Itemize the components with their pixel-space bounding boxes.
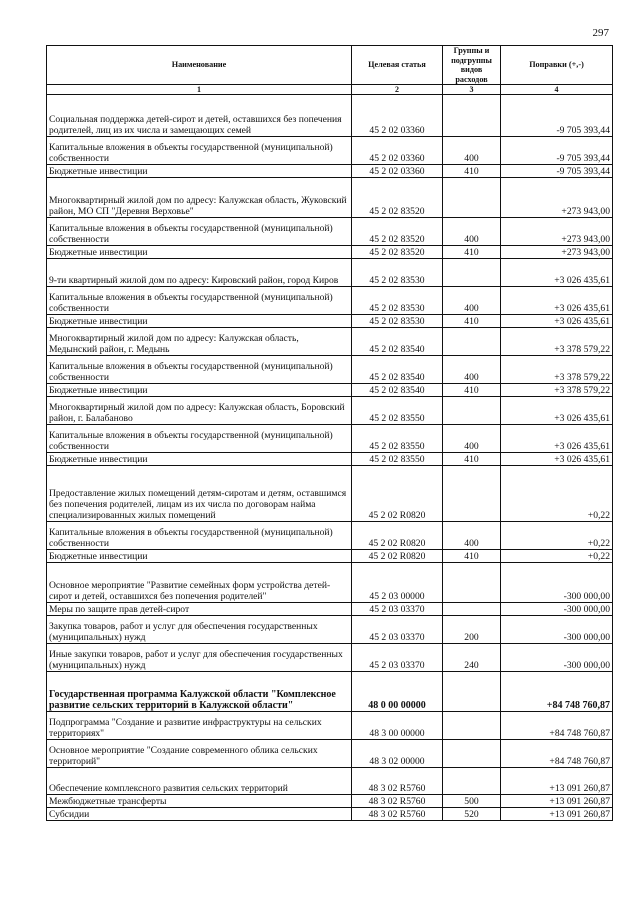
table-row	[47, 178, 613, 218]
row-name: Бюджетные инвестиции	[47, 550, 352, 563]
row-name: Государственная программа Калужской области "Комплексное развитие сельских территорий в Калужской области"	[47, 672, 352, 712]
table-row	[47, 795, 613, 808]
row-amendment: -9 705 393,44	[501, 137, 613, 165]
row-amendment: -9 705 393,44	[501, 165, 613, 178]
row-amendment: +84 748 760,87	[501, 740, 613, 768]
row-name: Иные закупки товаров, работ и услуг для обеспечения государственных (муниципальных) нужд	[47, 644, 352, 672]
row-amendment: +3 026 435,61	[501, 425, 613, 453]
row-target-article: 48 0 00 00000	[352, 672, 443, 712]
row-expense-group	[443, 672, 501, 712]
row-expense-group: 520	[443, 808, 501, 821]
row-expense-group: 240	[443, 644, 501, 672]
row-amendment: +3 026 435,61	[501, 453, 613, 466]
row-expense-group	[443, 603, 501, 616]
column-number: 3	[443, 85, 501, 95]
row-name: Многоквартирный жилой дом по адресу: Калужская область, Жуковский район, МО СП "Деревня Верховье"	[47, 178, 352, 218]
row-name: Закупка товаров, работ и услуг для обеспечения государственных (муниципальных) нужд	[47, 616, 352, 644]
row-amendment: +3 026 435,61	[501, 397, 613, 425]
row-name: Бюджетные инвестиции	[47, 453, 352, 466]
row-expense-group: 400	[443, 425, 501, 453]
row-target-article: 45 2 02 83520	[352, 246, 443, 259]
row-amendment: -300 000,00	[501, 563, 613, 603]
row-amendment: +13 091 260,87	[501, 808, 613, 821]
row-target-article: 45 2 02 83530	[352, 315, 443, 328]
row-amendment: +0,22	[501, 466, 613, 522]
column-number-row	[47, 85, 613, 95]
row-amendment: +3 026 435,61	[501, 259, 613, 287]
table-row	[47, 397, 613, 425]
row-name: Капитальные вложения в объекты государственной (муниципальной) собственности	[47, 137, 352, 165]
table-row	[47, 425, 613, 453]
row-name: Многоквартирный жилой дом по адресу: Калужская область, Медынский район, г. Медынь	[47, 328, 352, 356]
row-name: Предоставление жилых помещений детям-сиротам и детям, оставшимся без попечения родителей, лицам из их числа по договорам найма специализированных жилых помещений	[47, 466, 352, 522]
row-expense-group: 410	[443, 550, 501, 563]
row-amendment: +273 943,00	[501, 246, 613, 259]
row-target-article: 45 2 03 00000	[352, 563, 443, 603]
row-target-article: 45 2 02 03360	[352, 95, 443, 137]
row-target-article: 48 3 02 R5760	[352, 795, 443, 808]
table-row	[47, 246, 613, 259]
row-target-article: 45 2 03 03370	[352, 603, 443, 616]
header-row	[47, 46, 613, 85]
table-row	[47, 712, 613, 740]
row-target-article: 45 2 02 03360	[352, 165, 443, 178]
row-expense-group	[443, 712, 501, 740]
row-name: Бюджетные инвестиции	[47, 165, 352, 178]
row-expense-group: 400	[443, 522, 501, 550]
row-name: Капитальные вложения в объекты государственной (муниципальной) собственности	[47, 522, 352, 550]
row-amendment: +3 378 579,22	[501, 328, 613, 356]
row-expense-group: 410	[443, 165, 501, 178]
row-name: Межбюджетные трансферты	[47, 795, 352, 808]
header-name: Наименование	[47, 46, 352, 85]
column-number: 4	[501, 85, 613, 95]
row-target-article: 45 2 02 03360	[352, 137, 443, 165]
row-target-article: 45 2 02 R0820	[352, 522, 443, 550]
row-target-article: 45 2 02 83540	[352, 384, 443, 397]
row-expense-group: 410	[443, 246, 501, 259]
header-target-article: Целевая статья	[352, 46, 443, 85]
row-target-article: 45 2 02 R0820	[352, 466, 443, 522]
row-amendment: +3 026 435,61	[501, 315, 613, 328]
row-amendment: +3 026 435,61	[501, 287, 613, 315]
header-amendments: Поправки (+,-)	[501, 46, 613, 85]
row-expense-group: 410	[443, 453, 501, 466]
row-target-article: 45 2 02 83520	[352, 178, 443, 218]
row-name: Основное мероприятие "Создание современного облика сельских территорий"	[47, 740, 352, 768]
row-name: Капитальные вложения в объекты государственной (муниципальной) собственности	[47, 287, 352, 315]
table-row	[47, 328, 613, 356]
header-expense-groups: Группы и подгруппы видов расходов	[443, 46, 501, 85]
row-expense-group	[443, 768, 501, 795]
row-target-article: 48 3 02 R5760	[352, 808, 443, 821]
row-expense-group	[443, 397, 501, 425]
table-row	[47, 616, 613, 644]
table-row	[47, 356, 613, 384]
row-target-article: 48 3 02 00000	[352, 740, 443, 768]
row-amendment: +0,22	[501, 522, 613, 550]
row-name: Бюджетные инвестиции	[47, 246, 352, 259]
row-expense-group: 500	[443, 795, 501, 808]
table-row	[47, 137, 613, 165]
page-number: 297	[592, 27, 609, 39]
table-row	[47, 259, 613, 287]
table-row	[47, 740, 613, 768]
row-amendment: -9 705 393,44	[501, 95, 613, 137]
row-amendment: -300 000,00	[501, 603, 613, 616]
row-name: Субсидии	[47, 808, 352, 821]
row-name: Обеспечение комплексного развития сельских территорий	[47, 768, 352, 795]
row-name: Капитальные вложения в объекты государственной (муниципальной) собственности	[47, 356, 352, 384]
table-row	[47, 95, 613, 137]
row-expense-group	[443, 466, 501, 522]
row-expense-group: 410	[443, 315, 501, 328]
row-amendment: +273 943,00	[501, 178, 613, 218]
row-expense-group: 400	[443, 356, 501, 384]
row-name: Капитальные вложения в объекты государственной (муниципальной) собственности	[47, 425, 352, 453]
row-amendment: +13 091 260,87	[501, 795, 613, 808]
row-amendment: +13 091 260,87	[501, 768, 613, 795]
row-amendment: +0,22	[501, 550, 613, 563]
table-row	[47, 315, 613, 328]
table-row	[47, 165, 613, 178]
row-target-article: 48 3 02 R5760	[352, 768, 443, 795]
row-expense-group: 410	[443, 384, 501, 397]
table-row	[47, 808, 613, 821]
row-expense-group	[443, 328, 501, 356]
row-name: Многоквартирный жилой дом по адресу: Калужская область, Боровский район, г. Балабаново	[47, 397, 352, 425]
row-amendment: +3 378 579,22	[501, 384, 613, 397]
row-amendment: +273 943,00	[501, 218, 613, 246]
row-name: Капитальные вложения в объекты государственной (муниципальной) собственности	[47, 218, 352, 246]
row-amendment: +84 748 760,87	[501, 672, 613, 712]
table-row	[47, 522, 613, 550]
row-name: Меры по защите прав детей-сирот	[47, 603, 352, 616]
row-target-article: 45 2 02 83550	[352, 425, 443, 453]
table-row	[47, 603, 613, 616]
row-expense-group: 400	[443, 218, 501, 246]
table-row	[47, 550, 613, 563]
row-name: Основное мероприятие "Развитие семейных форм устройства детей-сирот и детей, оставшихся без попечения родителей"	[47, 563, 352, 603]
row-name: Подпрограмма "Создание и развитие инфраструктуры на сельских территориях"	[47, 712, 352, 740]
row-target-article: 45 2 02 83540	[352, 328, 443, 356]
table-row	[47, 287, 613, 315]
row-name: 9-ти квартирный жилой дом по адресу: Кировский район, город Киров	[47, 259, 352, 287]
table-row	[47, 466, 613, 522]
row-target-article: 45 2 03 03370	[352, 616, 443, 644]
row-amendment: +84 748 760,87	[501, 712, 613, 740]
column-number: 1	[47, 85, 352, 95]
row-expense-group	[443, 178, 501, 218]
table-row	[47, 768, 613, 795]
row-target-article: 45 2 02 83550	[352, 397, 443, 425]
row-expense-group: 400	[443, 137, 501, 165]
row-target-article: 45 2 02 83520	[352, 218, 443, 246]
budget-table	[46, 45, 613, 821]
row-amendment: -300 000,00	[501, 616, 613, 644]
row-amendment: -300 000,00	[501, 644, 613, 672]
table-row	[47, 453, 613, 466]
row-target-article: 45 2 02 83550	[352, 453, 443, 466]
row-target-article: 45 2 02 83530	[352, 287, 443, 315]
table-row	[47, 384, 613, 397]
row-expense-group: 400	[443, 287, 501, 315]
row-amendment: +3 378 579,22	[501, 356, 613, 384]
table-row	[47, 672, 613, 712]
table-body	[47, 95, 613, 821]
table-row	[47, 644, 613, 672]
row-target-article: 45 2 02 83540	[352, 356, 443, 384]
row-expense-group	[443, 740, 501, 768]
row-name: Социальная поддержка детей-сирот и детей, оставшихся без попечения родителей, лиц из их числа и замещающих семей	[47, 95, 352, 137]
row-expense-group: 200	[443, 616, 501, 644]
row-target-article: 45 2 02 83530	[352, 259, 443, 287]
table-row	[47, 563, 613, 603]
table-row	[47, 218, 613, 246]
row-target-article: 45 2 02 R0820	[352, 550, 443, 563]
column-number: 2	[352, 85, 443, 95]
row-expense-group	[443, 259, 501, 287]
row-expense-group	[443, 563, 501, 603]
row-name: Бюджетные инвестиции	[47, 315, 352, 328]
row-name: Бюджетные инвестиции	[47, 384, 352, 397]
row-target-article: 45 2 03 03370	[352, 644, 443, 672]
row-target-article: 48 3 00 00000	[352, 712, 443, 740]
row-expense-group	[443, 95, 501, 137]
